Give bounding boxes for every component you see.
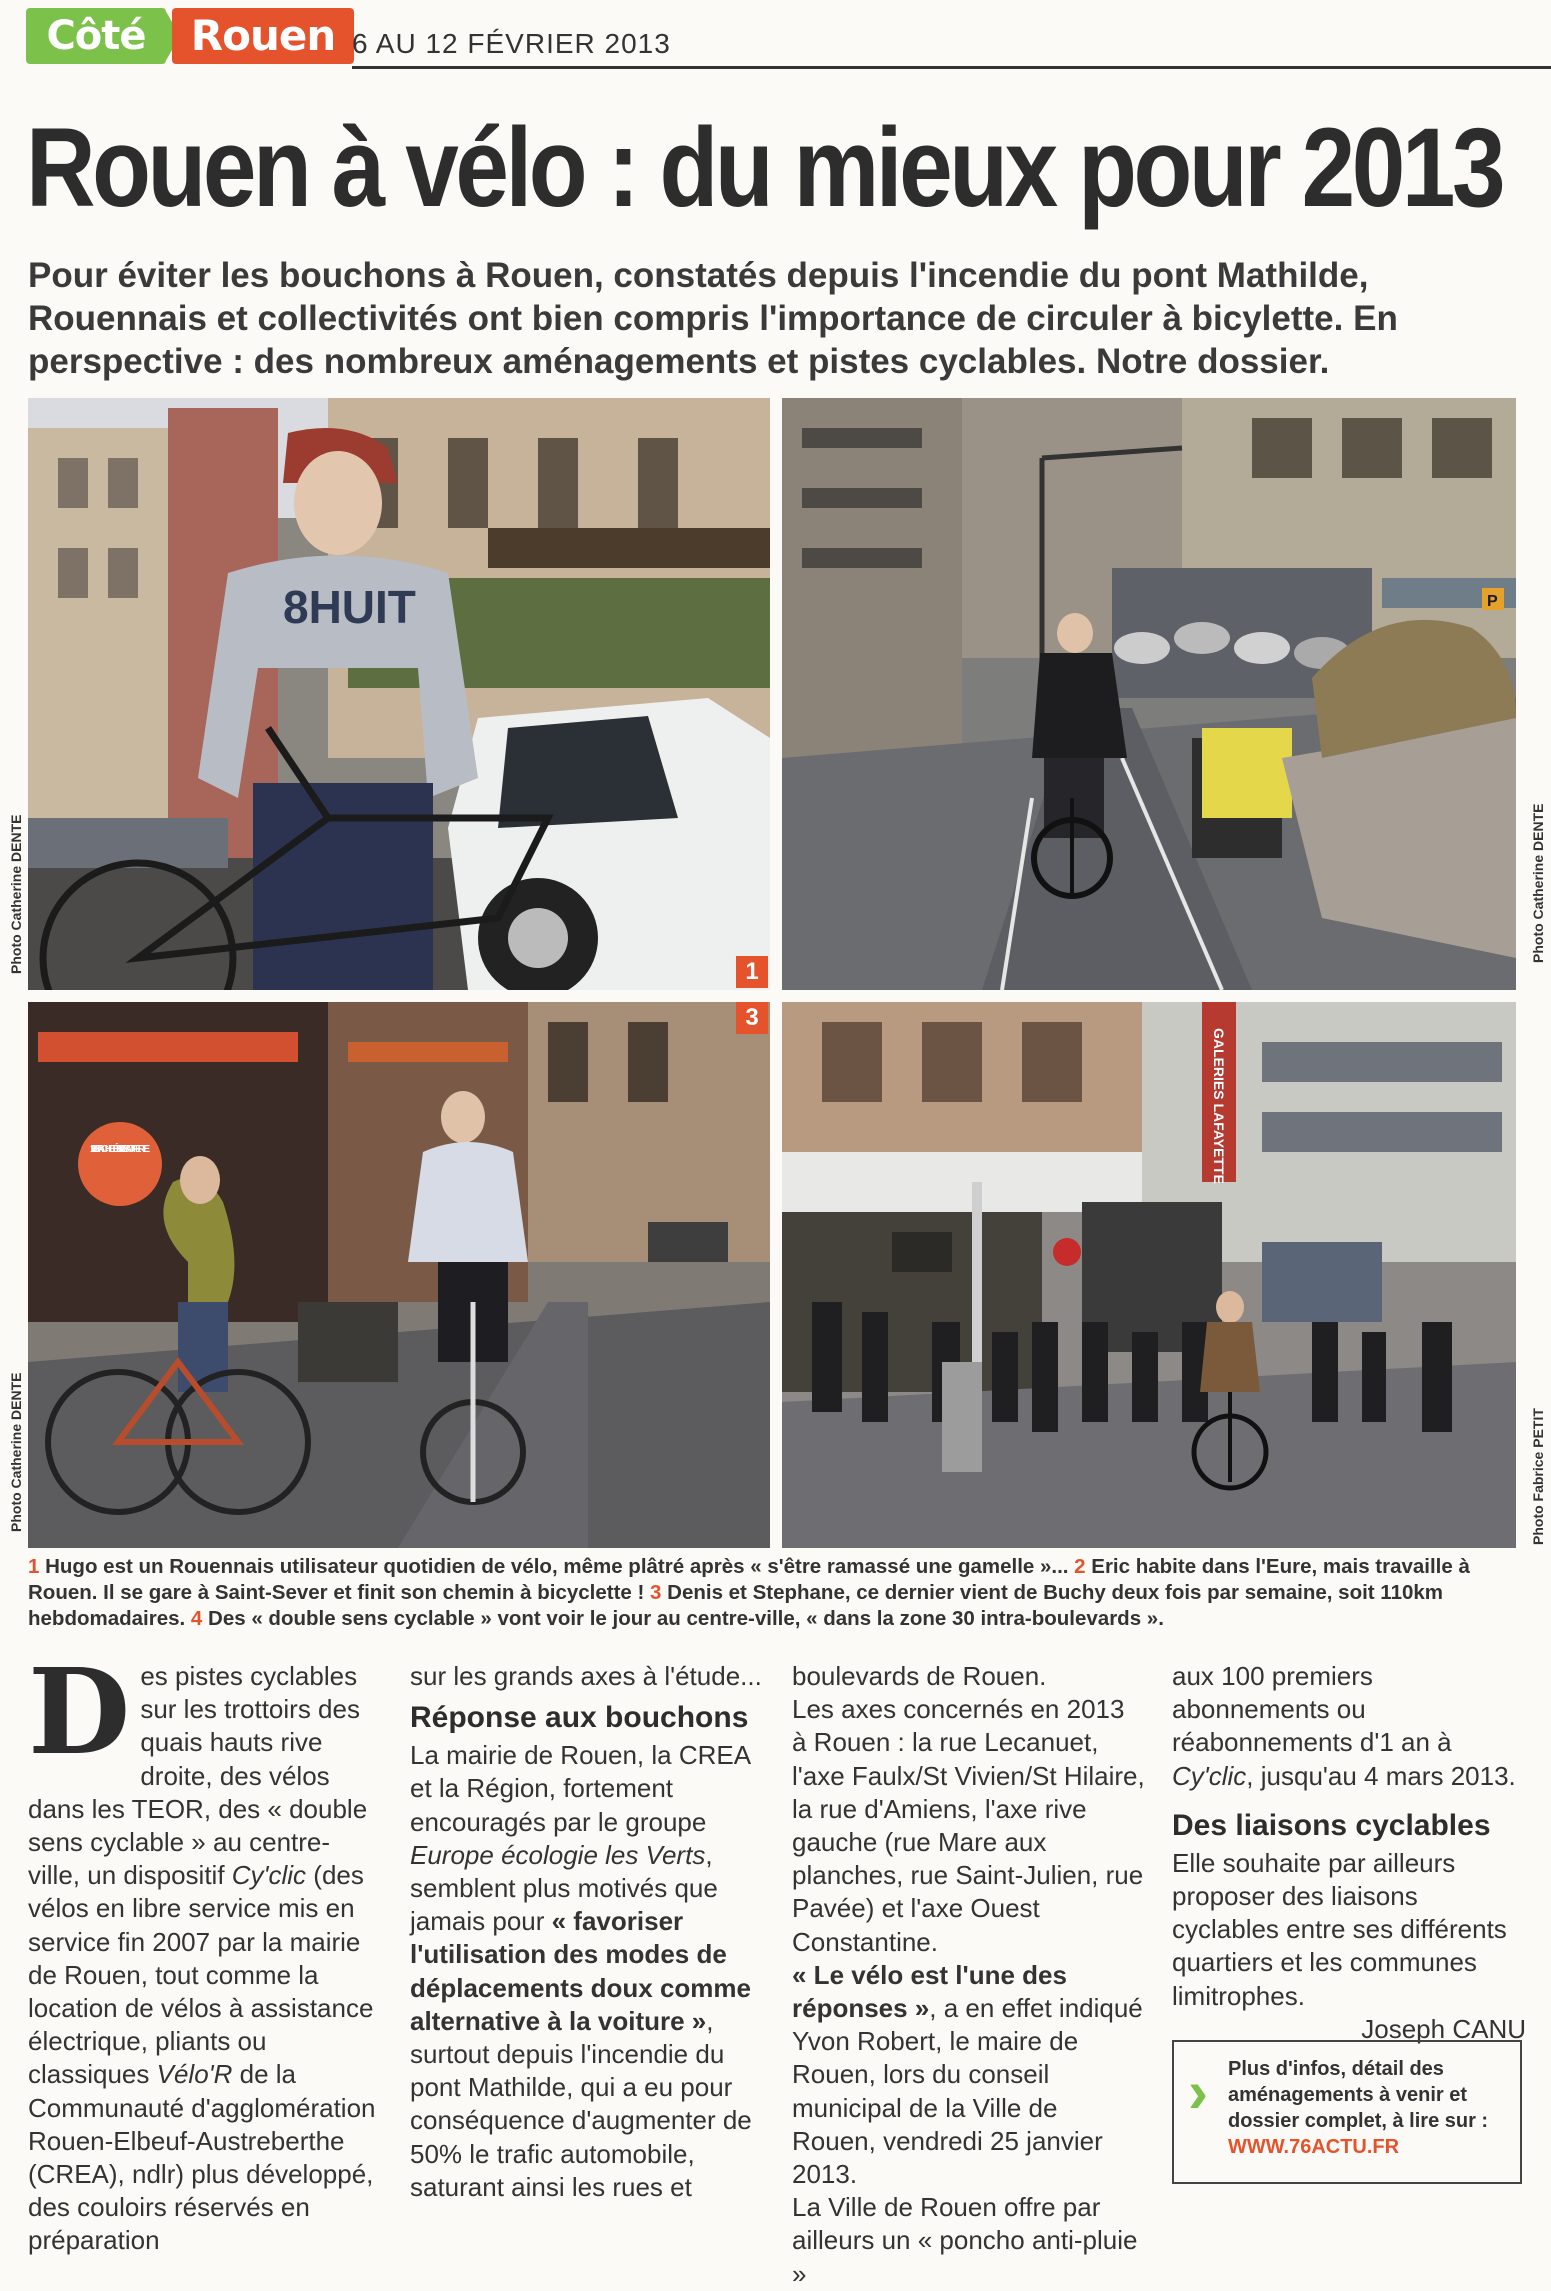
photo-caption <box>28 1554 1528 1632</box>
parking-sign: P <box>1487 593 1498 610</box>
article-lead: Pour éviter les bouchons à Rouen, constatés depuis l'incendie du pont Mathilde, Rouennais et collectivités ont bien compris l'importance de circuler à bicylette. En perspective : des nombreux aménagements et pistes cyclables. Notre dossier. <box>28 256 1398 381</box>
subheading-liaisons-cyclables: Des liaisons cyclables <box>1172 1808 1491 1842</box>
masthead-rule <box>352 66 1551 69</box>
sweatshirt-print: 8HUIT <box>283 581 416 633</box>
caption-text-4: Des « double sens cyclable » vont voir le jour au centre-ville, « dans la zone 30 intra-boulevards ». <box>208 1607 1164 1630</box>
caption-number-3: 3 <box>650 1581 662 1604</box>
caption-text-2: Eric habite dans l'Eure, mais travaille à Rouen. Il se gare à Saint-Sever et finit son chemin à bicyclette ! <box>28 1555 1470 1604</box>
velor-name: Vélo'R <box>156 2059 233 2090</box>
paragraph <box>410 1739 764 2204</box>
photo-credit-left-top: Photo Catherine DENTE <box>8 814 24 974</box>
article-title: Rouen à vélo : du mieux pour 2013 <box>26 105 1503 230</box>
photo-2-eric <box>782 398 1516 990</box>
paragraph <box>1172 1660 1526 1793</box>
col1-text-b: (des vélos en libre service mis en service fin 2007 par la mairie de Rouen, tout comme la location de vélos à assistance électrique, pliants ou classiques <box>28 1860 374 2090</box>
mayor-quote: « Le vélo est l'une des réponses » <box>792 1959 1067 2024</box>
chevron-right-icon: › <box>1188 2058 1208 2125</box>
col4-text-c: Elle souhaite par ailleurs proposer des liaisons cyclables entre ses différents quartiers et les communes limitrophes. <box>1172 1847 1507 2011</box>
brand-logo-cote: Côté <box>26 8 166 64</box>
paragraph <box>28 1642 382 2258</box>
more-info-box <box>1172 2040 1522 2184</box>
brand-logo-city: Rouen <box>172 8 354 64</box>
caption-text-3: Denis et Stephane, ce dernier vient de Buchy deux fois par semaine, soit 110km hebdomadaires. <box>28 1581 1444 1630</box>
article-column-2 <box>410 1660 764 2204</box>
caption-number-1: 1 <box>28 1555 40 1578</box>
caption-number-4: 4 <box>190 1607 203 1630</box>
more-info-label: Plus d'infos, détail des aménagements à venir et dossier complet, à lire sur : <box>1228 2058 1489 2132</box>
col2-text-b: La mairie de Rouen, la CREA et la Région, fortement encouragés par le groupe <box>410 1740 750 1837</box>
author-byline: Joseph CANU <box>1361 2013 1526 2044</box>
col2-text-d: , surtout depuis l'incendie du pont Mathilde, qui a eu pour conséquence d'augmenter de 50% le trafic automobile, saturant ainsi les rues et <box>410 2005 752 2202</box>
col2-text-a: sur les grands axes à l'étude... <box>410 1661 762 1691</box>
col4-text-b: , jusqu'au 4 mars 2013. <box>1246 1760 1516 1791</box>
photo-badge-1: 1 <box>736 956 768 988</box>
article-column-4 <box>1172 1660 1526 2046</box>
article-column-3 <box>792 1660 1146 2291</box>
pizza-sign: 1 PIZZA ACHETÉE = 1 PIZZA OFFERTE <box>90 1144 150 1155</box>
photo-4-double-sens <box>782 1002 1516 1548</box>
eelv-name: Europe écologie les Verts <box>410 1839 706 1870</box>
store-sign: GALERIES LAFAYETTE <box>1211 1028 1227 1184</box>
photo-3-denis-stephane <box>28 1002 770 1548</box>
col4-text-a: aux 100 premiers abonnements ou réabonnements d'1 an à <box>1172 1661 1452 1758</box>
article-column-1 <box>28 1642 382 2258</box>
paragraph <box>792 1959 1146 2191</box>
photo-badge-3: 3 <box>736 1002 768 1034</box>
photo-credit-left-bottom: Photo Catherine DENTE <box>8 1372 24 1532</box>
col3-text-a: boulevards de Rouen. <box>792 1661 1047 1691</box>
caption-number-2: 2 <box>1074 1555 1086 1578</box>
drop-cap: D <box>28 1642 131 1781</box>
col2-text-c: , semblent plus motivés que jamais pour <box>410 1839 718 1937</box>
cyclic-name: Cy'clic <box>1172 1760 1247 1791</box>
subheading-reponse-bouchons: Réponse aux bouchons <box>410 1701 749 1735</box>
col3-text-d: La Ville de Rouen offre par ailleurs un « poncho anti-pluie » <box>792 2192 1138 2289</box>
photo-credit-right-bottom: Photo Fabrice PETIT <box>1530 1408 1546 1545</box>
col3-text-c: , a en effet indiqué Yvon Robert, le maire de Rouen, lors du conseil municipal de la Ville de Rouen, vendredi 25 janvier 2013. <box>792 1993 1143 2190</box>
col1-text-c: de la Communauté d'agglomération Rouen-Elbeuf-Austreberthe (CREA), ndlr) plus développé, des couloirs réservés en préparation <box>28 2059 376 2256</box>
caption-text-1: Hugo est un Rouennais utilisateur quotidien de vélo, même plâtré après « s'être ramassé une gamelle »... <box>45 1555 1069 1578</box>
issue-date: 6 AU 12 FÉVRIER 2013 <box>352 28 671 59</box>
pull-quote: « favoriser l'utilisation des modes de déplacements doux comme alternative à la voiture » <box>410 1906 751 2036</box>
photo-1-hugo <box>28 398 770 990</box>
cyclic-name: Cy'clic <box>231 1860 307 1891</box>
website-link[interactable]: WWW.76ACTU.FR <box>1228 2136 1400 2158</box>
masthead <box>22 6 1551 68</box>
photo-credit-right-top: Photo Catherine DENTE <box>1530 803 1546 963</box>
col1-text-a: es pistes cyclables sur les trottoirs des quais hauts rive droite, des vélos dans les TEOR, des « double sens cyclable » au centre-ville, un dispositif <box>28 1661 368 1891</box>
col3-text-b: Les axes concernés en 2013 à Rouen : la rue Lecanuet, l'axe Faulx/St Vivien/St Hilaire, la rue d'Amiens, l'axe rive gauche (rue Mare aux planches, rue Saint-Julien, rue Pavée) et l'axe Ouest Constantine. <box>792 1694 1145 1957</box>
more-info-text <box>1228 2056 1510 2160</box>
